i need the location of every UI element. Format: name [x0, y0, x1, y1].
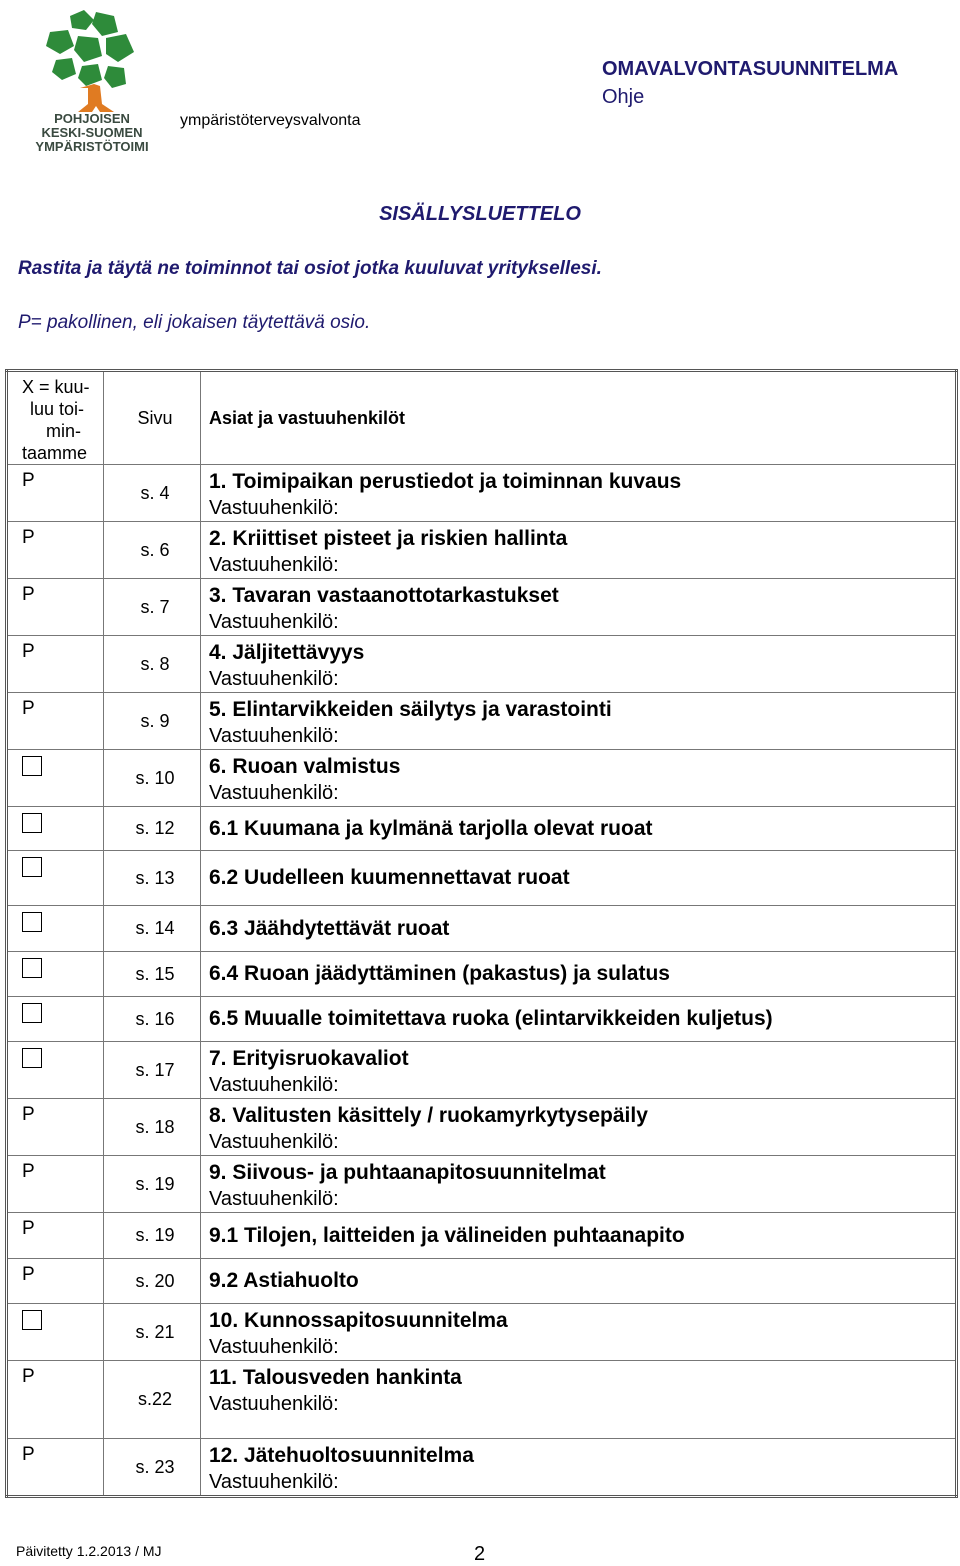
- row-inclusion-cell: [7, 851, 104, 906]
- row-page-number: s. 14: [104, 906, 201, 952]
- row-inclusion-cell: [7, 750, 104, 807]
- row-page-number: s. 10: [104, 750, 201, 807]
- row-section-cell: [201, 693, 957, 750]
- responsible-person-label: Vastuuhenkilö:: [209, 611, 339, 633]
- section-title: 10. Kunnossapitosuunnitelma: [209, 1309, 508, 1332]
- row-section-cell: [201, 1259, 957, 1304]
- mandatory-mark: P: [22, 641, 35, 662]
- section-title: 9.1 Tilojen, laitteiden ja välineiden puhtaanapito: [209, 1223, 685, 1247]
- tree-logo-icon: [22, 8, 162, 158]
- row-page-number: s. 4: [104, 465, 201, 522]
- instruction-line-1: Rastita ja täytä ne toiminnot tai osiot jotka kuuluvat yrityksellesi.: [18, 258, 602, 279]
- section-title: 2. Kriittiset pisteet ja riskien hallinta: [209, 527, 568, 550]
- section-title: 9.2 Astiahuolto: [209, 1269, 359, 1292]
- table-row: [7, 522, 957, 579]
- responsible-person-label: Vastuuhenkilö:: [209, 1074, 339, 1096]
- table-row: [7, 465, 957, 522]
- header-col-included-line: min-: [46, 421, 81, 441]
- row-page-number: s.22: [104, 1361, 201, 1439]
- header-col-included-line: X = kuu-: [22, 377, 90, 397]
- mandatory-mark: P: [22, 1264, 35, 1285]
- section-title: 6. Ruoan valmistus: [209, 755, 401, 778]
- row-page-number: s. 21: [104, 1304, 201, 1361]
- section-title: 11. Talousveden hankinta: [209, 1366, 462, 1389]
- section-title: 3. Tavaran vastaanottotarkastukset: [209, 584, 559, 607]
- row-inclusion-cell: [7, 1213, 104, 1259]
- responsible-person-label: Vastuuhenkilö:: [209, 497, 339, 519]
- inclusion-checkbox[interactable]: [22, 857, 42, 877]
- row-section-cell: [201, 952, 957, 997]
- row-inclusion-cell: [7, 1099, 104, 1156]
- document-title: OMAVALVONTASUUNNITELMA: [602, 58, 899, 80]
- section-title: 8. Valitusten käsittely / ruokamyrkytysepäily: [209, 1104, 648, 1127]
- mandatory-mark: P: [22, 1218, 35, 1239]
- row-page-number: s. 17: [104, 1042, 201, 1099]
- table-row: [7, 952, 957, 997]
- row-section-cell: [201, 906, 957, 952]
- row-section-cell: [201, 1439, 957, 1497]
- mandatory-mark: P: [22, 527, 35, 548]
- row-inclusion-cell: [7, 1259, 104, 1304]
- header-col-page: Sivu: [104, 371, 201, 465]
- table-row: [7, 807, 957, 851]
- table-header-row: [7, 371, 957, 465]
- row-section-cell: [201, 1156, 957, 1213]
- row-page-number: s. 20: [104, 1259, 201, 1304]
- inclusion-checkbox[interactable]: [22, 813, 42, 833]
- responsible-person-label: Vastuuhenkilö:: [209, 782, 339, 804]
- row-page-number: s. 15: [104, 952, 201, 997]
- row-page-number: s. 19: [104, 1213, 201, 1259]
- table-row: [7, 906, 957, 952]
- row-page-number: s. 9: [104, 693, 201, 750]
- inclusion-checkbox[interactable]: [22, 958, 42, 978]
- table-row: [7, 1361, 957, 1439]
- organization-logo: [22, 8, 162, 158]
- section-title: 1. Toimipaikan perustiedot ja toiminnan kuvaus: [209, 470, 682, 493]
- table-row: [7, 1042, 957, 1099]
- inclusion-checkbox[interactable]: [22, 1048, 42, 1068]
- row-inclusion-cell: [7, 693, 104, 750]
- row-page-number: s. 6: [104, 522, 201, 579]
- inclusion-checkbox[interactable]: [22, 1310, 42, 1330]
- mandatory-mark: P: [22, 1161, 35, 1182]
- inclusion-checkbox[interactable]: [22, 912, 42, 932]
- row-section-cell: [201, 997, 957, 1042]
- mandatory-mark: P: [22, 470, 35, 491]
- section-title: 6.1 Kuumana ja kylmänä tarjolla olevat ruoat: [209, 816, 653, 840]
- table-row: [7, 636, 957, 693]
- mandatory-mark: P: [22, 1104, 35, 1125]
- row-inclusion-cell: [7, 636, 104, 693]
- row-page-number: s. 8: [104, 636, 201, 693]
- row-section-cell: [201, 1213, 957, 1259]
- responsible-person-label: Vastuuhenkilö:: [209, 1393, 339, 1415]
- mandatory-mark: P: [22, 1444, 35, 1465]
- section-title: 6.5 Muualle toimitettava ruoka (elintarvikkeiden kuljetus): [209, 1007, 773, 1030]
- row-inclusion-cell: [7, 465, 104, 522]
- table-row: [7, 1099, 957, 1156]
- row-section-cell: [201, 1361, 957, 1439]
- row-page-number: s. 13: [104, 851, 201, 906]
- logo-line-1: POHJOISEN: [54, 111, 130, 126]
- table-row: [7, 1156, 957, 1213]
- row-inclusion-cell: [7, 1042, 104, 1099]
- inclusion-checkbox[interactable]: [22, 1003, 42, 1023]
- footer-page-number: 2: [474, 1543, 486, 1565]
- header-col-included-line: taamme: [22, 443, 88, 463]
- row-section-cell: [201, 1099, 957, 1156]
- responsible-person-label: Vastuuhenkilö:: [209, 1471, 339, 1493]
- row-section-cell: [201, 579, 957, 636]
- row-inclusion-cell: [7, 807, 104, 851]
- mandatory-mark: P: [22, 1366, 35, 1387]
- section-title: 7. Erityisruokavaliot: [209, 1047, 409, 1070]
- table-row: [7, 579, 957, 636]
- responsible-person-label: Vastuuhenkilö:: [209, 725, 339, 747]
- section-title: 6.4 Ruoan jäädyttäminen (pakastus) ja sulatus: [209, 962, 670, 985]
- section-title: 6.2 Uudelleen kuumennettavat ruoat: [209, 866, 570, 889]
- table-row: [7, 1439, 957, 1497]
- section-title: 4. Jäljitettävyys: [209, 641, 365, 664]
- toc-table: [5, 369, 958, 1498]
- table-row: [7, 851, 957, 906]
- section-title: 12. Jätehuoltosuunnitelma: [209, 1444, 474, 1467]
- row-section-cell: [201, 807, 957, 851]
- mandatory-mark: P: [22, 698, 35, 719]
- row-section-cell: [201, 1042, 957, 1099]
- table-row: [7, 1259, 957, 1304]
- row-inclusion-cell: [7, 579, 104, 636]
- section-title: 9. Siivous- ja puhtaanapitosuunnitelmat: [209, 1161, 606, 1184]
- row-page-number: s. 18: [104, 1099, 201, 1156]
- header-col-topics: Asiat ja vastuuhenkilöt: [201, 371, 957, 465]
- row-section-cell: [201, 636, 957, 693]
- row-inclusion-cell: [7, 522, 104, 579]
- inclusion-checkbox[interactable]: [22, 756, 42, 776]
- table-row: [7, 1304, 957, 1361]
- document-subtitle: Ohje: [602, 86, 645, 108]
- responsible-person-label: Vastuuhenkilö:: [209, 1188, 339, 1210]
- mandatory-mark: P: [22, 584, 35, 605]
- row-inclusion-cell: [7, 1361, 104, 1439]
- row-section-cell: [201, 1304, 957, 1361]
- instruction-line-2: P= pakollinen, eli jokaisen täytettävä osio.: [18, 312, 371, 333]
- row-inclusion-cell: [7, 997, 104, 1042]
- org-caption: ympäristöterveysvalvonta: [180, 112, 361, 129]
- row-page-number: s. 16: [104, 997, 201, 1042]
- table-row: [7, 997, 957, 1042]
- responsible-person-label: Vastuuhenkilö:: [209, 1336, 339, 1358]
- row-inclusion-cell: [7, 1156, 104, 1213]
- footer-updated: Päivitetty 1.2.2013 / MJ: [16, 1543, 162, 1559]
- row-section-cell: [201, 750, 957, 807]
- row-inclusion-cell: [7, 1439, 104, 1497]
- logo-line-2: KESKI-SUOMEN: [41, 125, 143, 140]
- responsible-person-label: Vastuuhenkilö:: [209, 1131, 339, 1153]
- row-page-number: s. 7: [104, 579, 201, 636]
- row-section-cell: [201, 851, 957, 906]
- row-inclusion-cell: [7, 952, 104, 997]
- table-row: [7, 1213, 957, 1259]
- table-row: [7, 750, 957, 807]
- header-col-included: [7, 371, 104, 465]
- section-title: 5. Elintarvikkeiden säilytys ja varastointi: [209, 698, 612, 721]
- row-page-number: s. 19: [104, 1156, 201, 1213]
- logo-line-3: YMPÄRISTÖTOIMI: [35, 139, 149, 154]
- row-page-number: s. 23: [104, 1439, 201, 1497]
- table-row: [7, 693, 957, 750]
- responsible-person-label: Vastuuhenkilö:: [209, 554, 339, 576]
- responsible-person-label: Vastuuhenkilö:: [209, 668, 339, 690]
- row-inclusion-cell: [7, 1304, 104, 1361]
- toc-heading: SISÄLLYSLUETTELO: [379, 203, 581, 225]
- header-col-included-line: luu toi-: [30, 399, 85, 419]
- section-title: 6.3 Jäähdytettävät ruoat: [209, 916, 450, 940]
- row-page-number: s. 12: [104, 807, 201, 851]
- row-section-cell: [201, 522, 957, 579]
- row-section-cell: [201, 465, 957, 522]
- row-inclusion-cell: [7, 906, 104, 952]
